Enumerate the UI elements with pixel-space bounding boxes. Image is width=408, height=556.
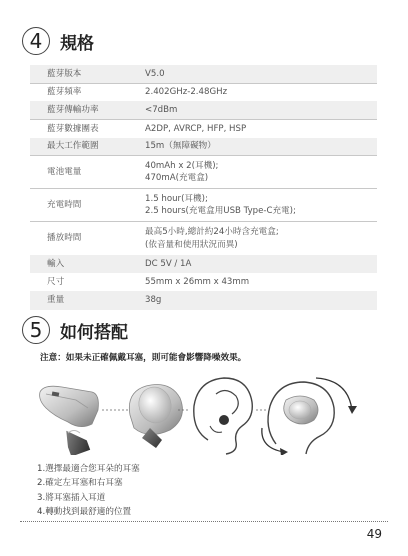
spec-label: 最大工作範圍 <box>30 138 145 156</box>
spec-value-cell <box>145 222 377 255</box>
spec-value: 38g <box>145 291 377 309</box>
list-item: 2.確定左耳塞和右耳塞 <box>37 478 123 489</box>
spec-label: 充電時間 <box>30 189 145 222</box>
table-row <box>30 83 377 101</box>
spec-label: 電池電量 <box>30 156 145 189</box>
spec-label: 藍芽傳輸功率 <box>30 101 145 119</box>
section-number-badge: 4 <box>22 27 50 55</box>
spec-label: 重量 <box>30 291 145 309</box>
spec-value-line2: 470mA(充電盒) <box>145 173 209 184</box>
section-header-fitting <box>22 316 128 344</box>
spec-value-cell <box>145 156 377 189</box>
spec-value: V5.0 <box>145 65 377 83</box>
section-title: 如何搭配 <box>60 322 128 343</box>
spec-table <box>30 65 377 310</box>
ear-with-earbud-rotate-icon <box>262 378 357 455</box>
table-row <box>30 65 377 83</box>
list-item: 1.選擇最適合您耳朵的耳塞 <box>37 464 140 474</box>
fitting-steps-list <box>37 462 140 520</box>
spec-label: 輸入 <box>30 255 145 273</box>
spec-label: 藍芽數據團表 <box>30 120 145 138</box>
spec-value: DC 5V / 1A <box>145 255 377 273</box>
spec-value-cell <box>145 189 377 222</box>
footer-divider <box>20 521 388 522</box>
spec-value: <7dBm <box>145 101 377 119</box>
list-item: 4.轉動找到最舒適的位置 <box>37 507 132 518</box>
spec-value-line2: (依音量和使用狀況而異) <box>145 239 238 250</box>
table-row <box>30 138 377 156</box>
spec-label: 尺寸 <box>47 276 65 287</box>
spec-value: 55mm x 26mm x 43mm <box>145 276 250 287</box>
table-row <box>30 291 377 309</box>
spec-value: 40mAh x 2(耳機); <box>145 160 219 171</box>
spec-value: 15m（無障礙物） <box>145 138 377 156</box>
table-row <box>30 101 377 119</box>
section-header-specs <box>22 27 94 55</box>
spec-value: 1.5 hour(耳機); <box>145 193 208 204</box>
page-number: 49 <box>366 527 382 541</box>
spec-label: 藍芽版本 <box>30 65 145 83</box>
table-row <box>30 189 377 222</box>
spec-value-line2: 2.5 hours(充電盒用USB Type-C充電); <box>145 206 296 217</box>
table-row <box>30 222 377 255</box>
spec-label: 播放時間 <box>30 222 145 255</box>
spec-label: 藍芽頻率 <box>30 83 145 101</box>
spec-value: 2.402GHz-2.48GHz <box>145 83 377 101</box>
table-row <box>30 120 377 138</box>
table-row <box>30 273 377 291</box>
spec-value: A2DP, AVRCP, HFP, HSP <box>145 120 377 138</box>
ear-diagram-icon <box>194 378 253 454</box>
earbud-fitting-illustration <box>30 370 377 455</box>
fit-warning-note: 注意：如果未正確佩戴耳塞，則可能會影響降噪效果。 <box>40 353 247 363</box>
earbud-angled-icon <box>129 383 182 448</box>
list-item: 3.將耳塞插入耳道 <box>37 492 106 503</box>
earbud-with-tip-icon <box>40 386 99 455</box>
section-title: 規格 <box>60 33 94 54</box>
section-number-badge: 5 <box>22 316 50 344</box>
table-row <box>30 156 377 189</box>
spec-value: 最高5小時,總計約24小時含充電盒; <box>145 227 279 238</box>
table-row <box>30 255 377 273</box>
